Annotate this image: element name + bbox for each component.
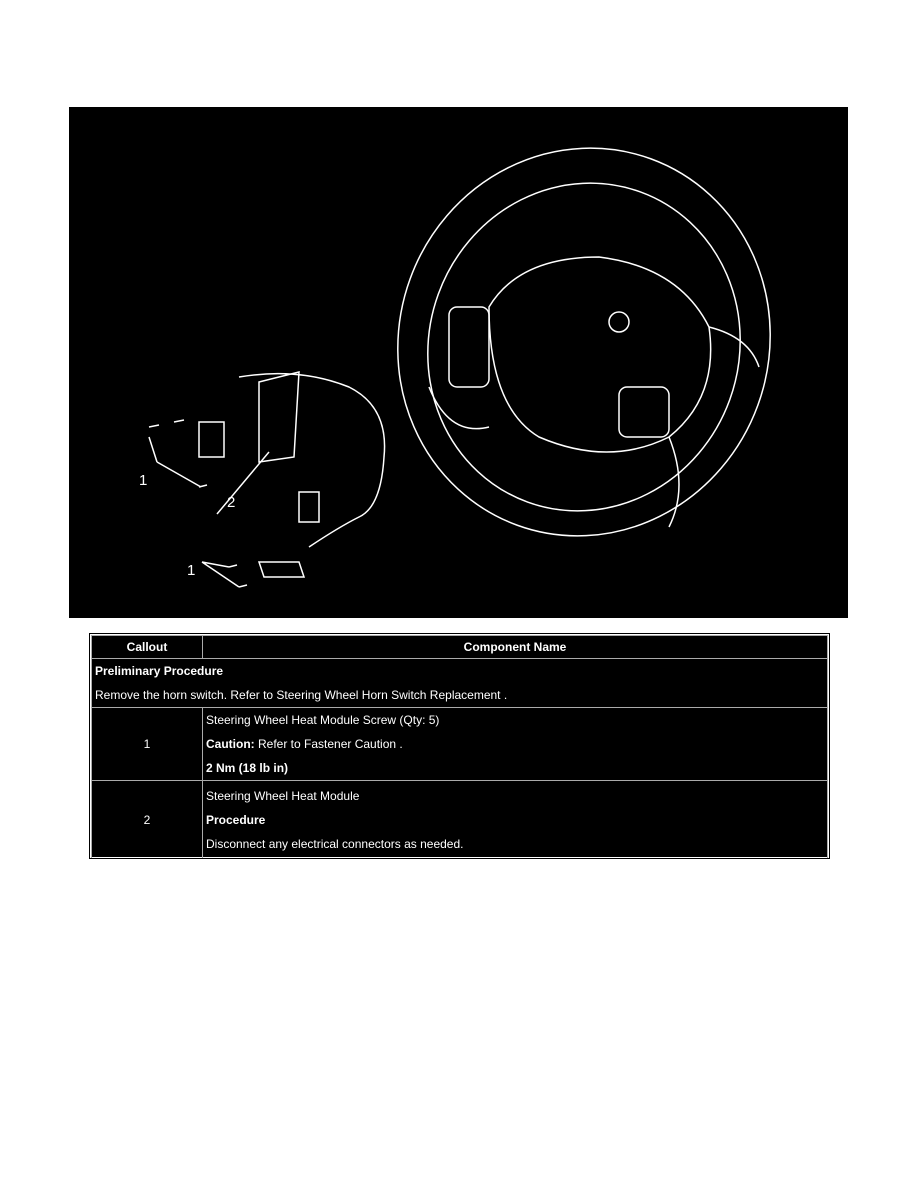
component-name: Steering Wheel Heat Module Screw (Qty: 5) [206,713,440,727]
preliminary-title: Preliminary Procedure [95,664,224,678]
wire-harness [239,374,385,547]
table-row [92,781,828,859]
table-header-row [92,636,828,659]
heat-module [259,372,299,462]
preliminary-row [92,659,828,708]
callout-cell: 2 [92,781,203,859]
callout-cell: 1 [92,708,203,781]
steering-wheel-illustration [69,107,848,618]
preliminary-text: Remove the horn switch. Refer to Steering Wheel Horn Switch Replacement . [95,688,508,702]
bracket [259,562,304,577]
wheel-rim-outer [343,107,824,589]
leader-lines [149,437,269,587]
caution-label: Caution: [206,737,255,751]
header-callout: Callout [92,636,203,659]
procedure-label: Procedure [206,812,266,827]
wheel-hub [489,257,711,452]
torque-spec: 2 Nm (18 lb in) [206,761,289,775]
component-table [90,634,829,858]
callout-label-1b: 1 [187,562,196,579]
callout-label-2: 2 [227,494,236,511]
component-name: Steering Wheel Heat Module [206,788,360,803]
wheel-rim-inner [382,139,786,555]
callout-label-1a: 1 [139,472,148,489]
steering-wheel-diagram [69,107,848,618]
header-component-name: Component Name [203,636,828,659]
caution-text: Refer to Fastener Caution . [254,737,403,751]
table-row [92,708,828,781]
procedure-text: Disconnect any electrical connectors as needed. [206,836,464,851]
